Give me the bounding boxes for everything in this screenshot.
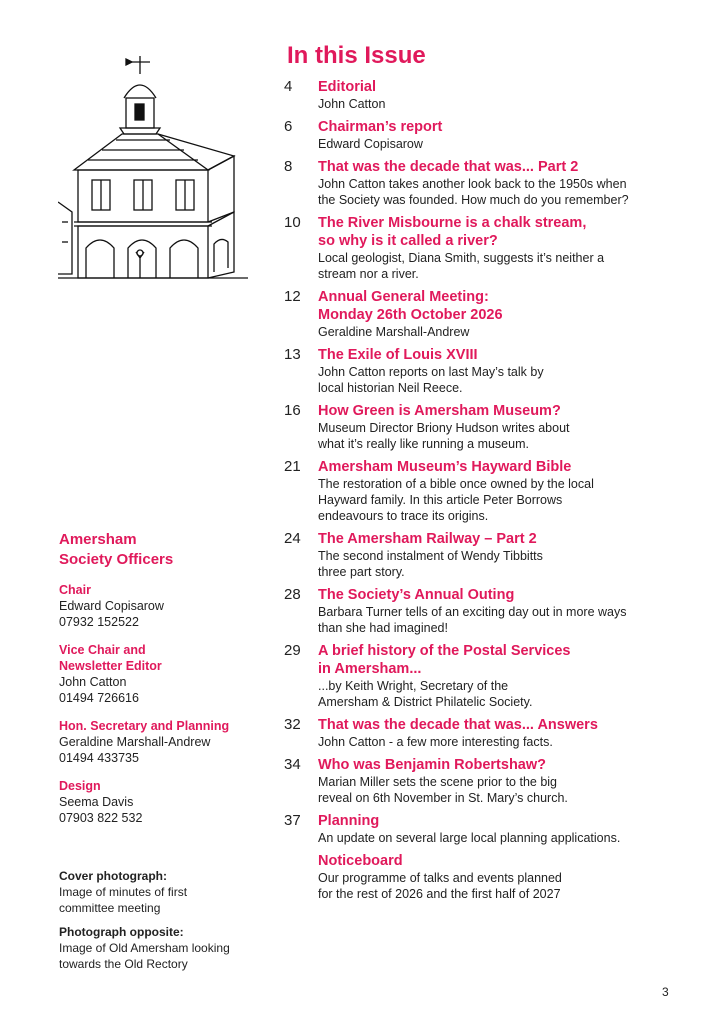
officer-role-chair xyxy=(59,582,274,598)
toc-page-number: 16 xyxy=(284,402,301,419)
toc-entry-title: The Amersham Railway – Part 2 xyxy=(318,531,537,547)
toc-entry-description: John Catton reports on last May’s talk by xyxy=(318,365,544,379)
officer-name: John Catton xyxy=(59,675,127,689)
toc-entry xyxy=(284,812,704,846)
toc-entry-description: Barbara Turner tells of an exciting day out in more ways xyxy=(318,605,627,619)
toc-page-number: 24 xyxy=(284,530,301,547)
toc-entry xyxy=(284,530,704,580)
officer-role-label: Chair xyxy=(59,583,91,597)
toc-page-number: 21 xyxy=(284,458,301,475)
toc-entry xyxy=(284,852,704,902)
photo-credits xyxy=(59,860,274,972)
toc-entry xyxy=(284,642,704,710)
toc-entry-description: Marian Miller sets the scene prior to the big xyxy=(318,775,557,789)
toc-entry-description: Amersham & District Philatelic Society. xyxy=(318,695,533,709)
toc-page-number: 10 xyxy=(284,214,301,231)
toc-entry-description: John Catton xyxy=(318,97,386,111)
toc-page-number xyxy=(284,852,318,902)
officer-phone: 01494 433735 xyxy=(59,751,139,765)
toc-entry xyxy=(284,458,704,524)
credit-label: Cover photograph: xyxy=(59,869,167,883)
page-number: 3 xyxy=(662,985,669,999)
toc-entry xyxy=(284,402,704,452)
toc-entry-description: Our programme of talks and events planned xyxy=(318,871,562,885)
officer-phone: 01494 726616 xyxy=(59,691,139,705)
toc-entry-title: That was the decade that was... Part 2 xyxy=(318,159,579,175)
toc-entry-title: so why is it called a river? xyxy=(318,233,498,249)
toc-entry xyxy=(284,288,704,340)
toc-entry-title: How Green is Amersham Museum? xyxy=(318,403,561,419)
toc-page-number: 4 xyxy=(284,78,293,95)
toc-entry-body xyxy=(318,852,704,902)
toc-entry xyxy=(284,214,704,282)
toc-entry-title: Amersham Museum’s Hayward Bible xyxy=(318,459,572,475)
toc-entry-description: for the rest of 2026 and the first half of 2027 xyxy=(318,887,561,901)
toc-page-number: 8 xyxy=(284,158,293,175)
toc-entry-body xyxy=(318,346,704,396)
toc-page-number: 13 xyxy=(284,346,301,363)
toc-entry xyxy=(284,756,704,806)
toc-entry-title: A brief history of the Postal Services xyxy=(318,643,571,659)
officers-heading xyxy=(59,530,274,570)
officer-role-label: Vice Chair and xyxy=(59,643,146,657)
toc-entry-description: local historian Neil Reece. xyxy=(318,381,463,395)
toc-entry-description: endeavours to trace its origins. xyxy=(318,509,489,523)
officer-role-label: Newsletter Editor xyxy=(59,659,162,673)
officers-heading-line: Amersham xyxy=(59,531,137,548)
toc-page-number: 32 xyxy=(284,716,301,733)
officer-role-design xyxy=(59,778,274,794)
toc-entry-title: The Society’s Annual Outing xyxy=(318,587,515,603)
officer-phone: 07903 822 532 xyxy=(59,811,143,825)
toc-entries xyxy=(284,78,704,902)
officer-name: Geraldine Marshall-Andrew xyxy=(59,735,211,749)
toc-entry-description: Museum Director Briony Hudson writes about xyxy=(318,421,570,435)
credit-line: committee meeting xyxy=(59,901,161,915)
market-hall-illustration xyxy=(58,52,248,282)
toc-entry-body xyxy=(318,642,704,710)
toc-entry-title: Planning xyxy=(318,813,380,829)
toc-page-number: 29 xyxy=(284,642,301,659)
toc-entry-description: than she had imagined! xyxy=(318,621,448,635)
credit-line: Image of minutes of first xyxy=(59,885,188,899)
toc-entry-description: what it’s really like running a museum. xyxy=(318,437,529,451)
toc-entry-body xyxy=(318,402,704,452)
toc-title: In this Issue xyxy=(287,42,426,69)
toc-entry-title: in Amersham... xyxy=(318,661,422,677)
toc-page-number: 34 xyxy=(284,756,301,773)
toc-entry-description: Local geologist, Diana Smith, suggests it’s neither a xyxy=(318,251,605,265)
officer-role-vice-chair xyxy=(59,642,274,674)
toc-entry-title: That was the decade that was... Answers xyxy=(318,717,598,733)
officer-name: Seema Davis xyxy=(59,795,134,809)
toc-entry-body xyxy=(318,458,704,524)
toc-entry-title: Editorial xyxy=(318,79,377,95)
toc-entry xyxy=(284,158,704,208)
toc-entry-body xyxy=(318,118,704,152)
toc-entry xyxy=(284,586,704,636)
toc-entry-body xyxy=(318,812,704,846)
toc-entry-title: Noticeboard xyxy=(318,853,403,869)
toc-entry-description: Geraldine Marshall-Andrew xyxy=(318,325,470,339)
toc-entry xyxy=(284,78,704,112)
toc-entry-body xyxy=(318,288,704,340)
toc-entry-title: Who was Benjamin Robertshaw? xyxy=(318,757,546,773)
toc-entry-body xyxy=(318,716,704,750)
toc-entry-title: Annual General Meeting: xyxy=(318,289,489,305)
society-officers xyxy=(59,530,274,826)
toc-entry-description: The restoration of a bible once owned by the local xyxy=(318,477,594,491)
credit-line: Image of Old Amersham looking xyxy=(59,941,230,955)
toc-entry-description: John Catton - a few more interesting facts. xyxy=(318,735,553,749)
officer-name: Edward Copisarow xyxy=(59,599,164,613)
officers-heading-line: Society Officers xyxy=(59,551,174,568)
toc-entry-description: the Society was founded. How much do you remember? xyxy=(318,193,629,207)
toc-entry-description: John Catton takes another look back to the 1950s when xyxy=(318,177,627,191)
toc-page-number: 37 xyxy=(284,812,301,829)
toc-page-number: 12 xyxy=(284,288,301,305)
toc-entry xyxy=(284,346,704,396)
credit-line: towards the Old Rectory xyxy=(59,957,188,971)
toc-entry-body xyxy=(318,158,704,208)
table-of-contents xyxy=(284,40,704,908)
toc-entry-description: The second instalment of Wendy Tibbitts xyxy=(318,549,543,563)
toc-entry-description: ...by Keith Wright, Secretary of the xyxy=(318,679,509,693)
toc-entry-description: reveal on 6th November in St. Mary’s church. xyxy=(318,791,568,805)
toc-entry-body xyxy=(318,586,704,636)
toc-entry-description: Edward Copisarow xyxy=(318,137,423,151)
toc-entry-description: Hayward family. In this article Peter Borrows xyxy=(318,493,563,507)
toc-entry-description: An update on several large local planning applications. xyxy=(318,831,621,845)
toc-entry-title: Monday 26th October 2026 xyxy=(318,307,503,323)
credit-label: Photograph opposite: xyxy=(59,925,184,939)
toc-entry-body xyxy=(318,214,704,282)
toc-entry-title: The Exile of Louis XVIII xyxy=(318,347,478,363)
officer-role-label: Design xyxy=(59,779,101,793)
toc-entry-title: The River Misbourne is a chalk stream, xyxy=(318,215,587,231)
toc-entry-description: stream nor a river. xyxy=(318,267,419,281)
officer-role-label: Hon. Secretary and Planning xyxy=(59,719,230,733)
officer-role-secretary xyxy=(59,718,274,734)
toc-entry-body xyxy=(318,530,704,580)
toc-page-number: 6 xyxy=(284,118,293,135)
toc-entry-description: three part story. xyxy=(318,565,405,579)
toc-entry-body xyxy=(318,756,704,806)
toc-entry-body xyxy=(318,78,704,112)
toc-entry-title: Chairman’s report xyxy=(318,119,443,135)
officer-phone: 07932 152522 xyxy=(59,615,139,629)
toc-entry xyxy=(284,118,704,152)
toc-entry xyxy=(284,716,704,750)
toc-page-number: 28 xyxy=(284,586,301,603)
